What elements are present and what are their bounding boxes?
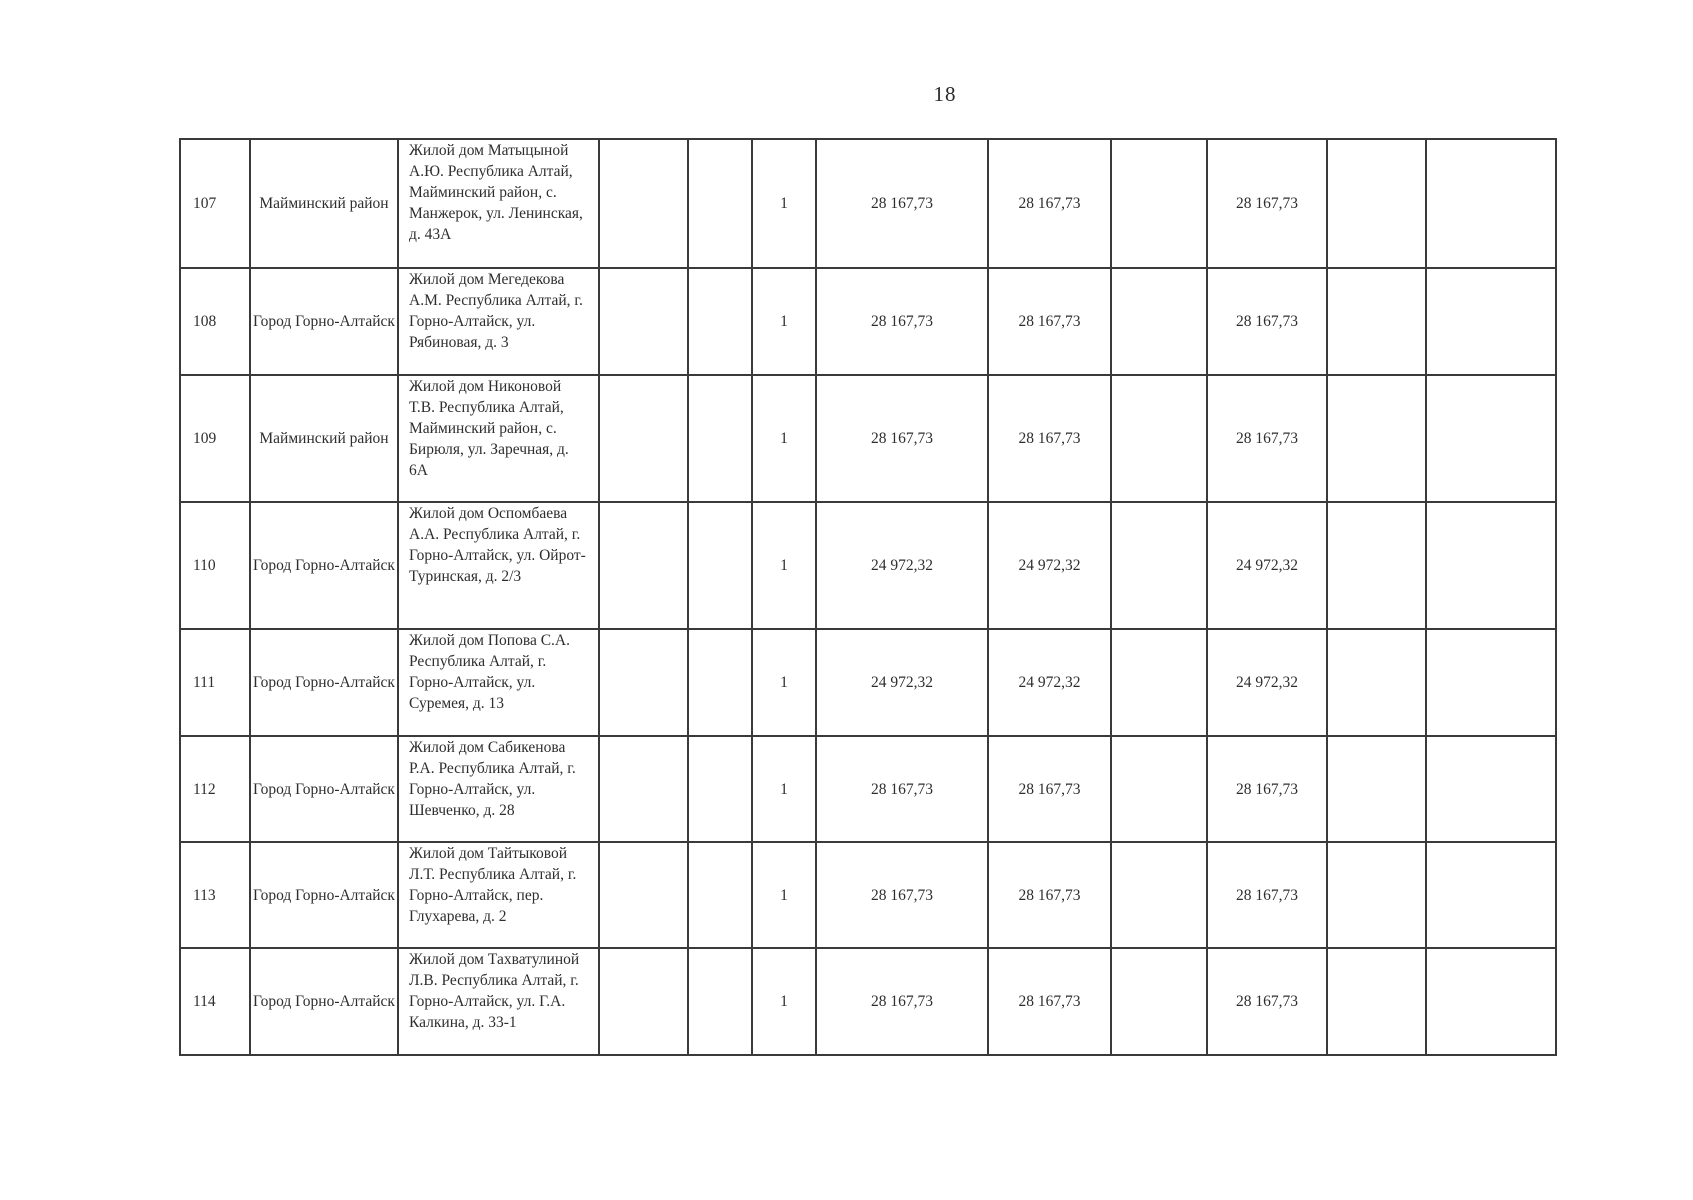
table-row xyxy=(180,948,1556,1055)
amount-cell: 28 167,73 xyxy=(988,842,1111,948)
empty-cell xyxy=(1111,268,1207,375)
district-cell: Майминский район xyxy=(250,139,398,268)
amount-cell: 28 167,73 xyxy=(988,375,1111,502)
amount-total-cell: 28 167,73 xyxy=(816,375,988,502)
district-cell: Город Горно-Алтайск xyxy=(250,629,398,736)
empty-cell xyxy=(1327,842,1426,948)
empty-cell xyxy=(1327,629,1426,736)
row-index: 108 xyxy=(180,268,250,375)
district-cell: Майминский район xyxy=(250,375,398,502)
empty-cell xyxy=(599,948,688,1055)
quantity-cell: 1 xyxy=(752,502,816,629)
district-cell: Город Горно-Алтайск xyxy=(250,502,398,629)
amount-cell: 28 167,73 xyxy=(1207,736,1327,842)
empty-cell xyxy=(599,139,688,268)
empty-cell xyxy=(1111,736,1207,842)
object-table xyxy=(179,138,1557,1056)
empty-cell xyxy=(599,842,688,948)
table-row xyxy=(180,139,1556,268)
table-row xyxy=(180,268,1556,375)
amount-cell: 28 167,73 xyxy=(988,268,1111,375)
empty-cell xyxy=(688,139,752,268)
district-cell: Город Горно-Алтайск xyxy=(250,842,398,948)
row-index: 107 xyxy=(180,139,250,268)
amount-total-cell: 28 167,73 xyxy=(816,948,988,1055)
amount-cell: 24 972,32 xyxy=(988,629,1111,736)
amount-cell: 28 167,73 xyxy=(1207,268,1327,375)
page-number: 18 xyxy=(933,82,957,106)
district-cell: Город Горно-Алтайск xyxy=(250,268,398,375)
amount-cell: 28 167,73 xyxy=(1207,842,1327,948)
row-index: 111 xyxy=(180,629,250,736)
amount-cell: 24 972,32 xyxy=(1207,502,1327,629)
empty-cell xyxy=(599,502,688,629)
empty-cell xyxy=(599,268,688,375)
empty-cell xyxy=(1327,948,1426,1055)
amount-cell: 28 167,73 xyxy=(1207,139,1327,268)
amount-total-cell: 28 167,73 xyxy=(816,268,988,375)
row-index: 112 xyxy=(180,736,250,842)
table-row xyxy=(180,375,1556,502)
empty-cell xyxy=(1327,268,1426,375)
address-cell: Жилой дом Мегедекова А.М. Республика Алтай, г. Горно-Алтайск, ул. Рябиновая, д. 3 xyxy=(398,268,599,375)
district-cell: Город Горно-Алтайск xyxy=(250,736,398,842)
address-cell: Жилой дом Тайтыковой Л.Т. Республика Алтай, г. Горно-Алтайск, пер. Глухарева, д. 2 xyxy=(398,842,599,948)
empty-cell xyxy=(1111,502,1207,629)
empty-cell xyxy=(688,502,752,629)
address-cell: Жилой дом Оспомбаева А.А. Республика Алтай, г. Горно-Алтайск, ул. Ойрот-Туринская, д. 2/3 xyxy=(398,502,599,629)
empty-cell xyxy=(688,736,752,842)
amount-total-cell: 28 167,73 xyxy=(816,139,988,268)
quantity-cell: 1 xyxy=(752,139,816,268)
empty-cell xyxy=(688,842,752,948)
amount-cell: 24 972,32 xyxy=(1207,629,1327,736)
row-index: 114 xyxy=(180,948,250,1055)
empty-cell xyxy=(1426,736,1556,842)
row-index: 113 xyxy=(180,842,250,948)
address-cell: Жилой дом Никоновой Т.В. Республика Алтай, Майминский район, с. Бирюля, ул. Заречная, д. 6А xyxy=(398,375,599,502)
quantity-cell: 1 xyxy=(752,948,816,1055)
amount-cell: 28 167,73 xyxy=(1207,375,1327,502)
table-row xyxy=(180,736,1556,842)
address-cell: Жилой дом Матыцыной А.Ю. Республика Алтай, Майминский район, с. Манжерок, ул. Ленинская, д. 43А xyxy=(398,139,599,268)
empty-cell xyxy=(1327,375,1426,502)
table-row xyxy=(180,629,1556,736)
address-cell: Жилой дом Тахватулиной Л.В. Республика Алтай, г. Горно-Алтайск, ул. Г.А. Калкина, д. 33-1 xyxy=(398,948,599,1055)
table-row xyxy=(180,842,1556,948)
row-index: 110 xyxy=(180,502,250,629)
empty-cell xyxy=(1327,736,1426,842)
amount-cell: 28 167,73 xyxy=(988,736,1111,842)
address-cell: Жилой дом Сабикенова Р.А. Республика Алтай, г. Горно-Алтайск, ул. Шевченко, д. 28 xyxy=(398,736,599,842)
empty-cell xyxy=(688,629,752,736)
quantity-cell: 1 xyxy=(752,629,816,736)
amount-cell: 28 167,73 xyxy=(988,139,1111,268)
quantity-cell: 1 xyxy=(752,842,816,948)
district-cell: Город Горно-Алтайск xyxy=(250,948,398,1055)
amount-total-cell: 24 972,32 xyxy=(816,629,988,736)
empty-cell xyxy=(1111,842,1207,948)
empty-cell xyxy=(1111,375,1207,502)
amount-cell: 28 167,73 xyxy=(1207,948,1327,1055)
empty-cell xyxy=(1426,629,1556,736)
empty-cell xyxy=(1426,375,1556,502)
amount-total-cell: 28 167,73 xyxy=(816,736,988,842)
empty-cell xyxy=(599,629,688,736)
quantity-cell: 1 xyxy=(752,375,816,502)
empty-cell xyxy=(1111,139,1207,268)
quantity-cell: 1 xyxy=(752,268,816,375)
empty-cell xyxy=(688,375,752,502)
empty-cell xyxy=(1426,842,1556,948)
empty-cell xyxy=(1327,139,1426,268)
empty-cell xyxy=(599,375,688,502)
table-row xyxy=(180,502,1556,629)
empty-cell xyxy=(1327,502,1426,629)
row-index: 109 xyxy=(180,375,250,502)
empty-cell xyxy=(1426,268,1556,375)
amount-cell: 24 972,32 xyxy=(988,502,1111,629)
empty-cell xyxy=(599,736,688,842)
empty-cell xyxy=(1426,948,1556,1055)
quantity-cell: 1 xyxy=(752,736,816,842)
amount-cell: 28 167,73 xyxy=(988,948,1111,1055)
empty-cell xyxy=(688,948,752,1055)
empty-cell xyxy=(1111,948,1207,1055)
address-cell: Жилой дом Попова С.А. Республика Алтай, г. Горно-Алтайск, ул. Суремея, д. 13 xyxy=(398,629,599,736)
amount-total-cell: 28 167,73 xyxy=(816,842,988,948)
empty-cell xyxy=(1111,629,1207,736)
empty-cell xyxy=(688,268,752,375)
amount-total-cell: 24 972,32 xyxy=(816,502,988,629)
empty-cell xyxy=(1426,502,1556,629)
empty-cell xyxy=(1426,139,1556,268)
